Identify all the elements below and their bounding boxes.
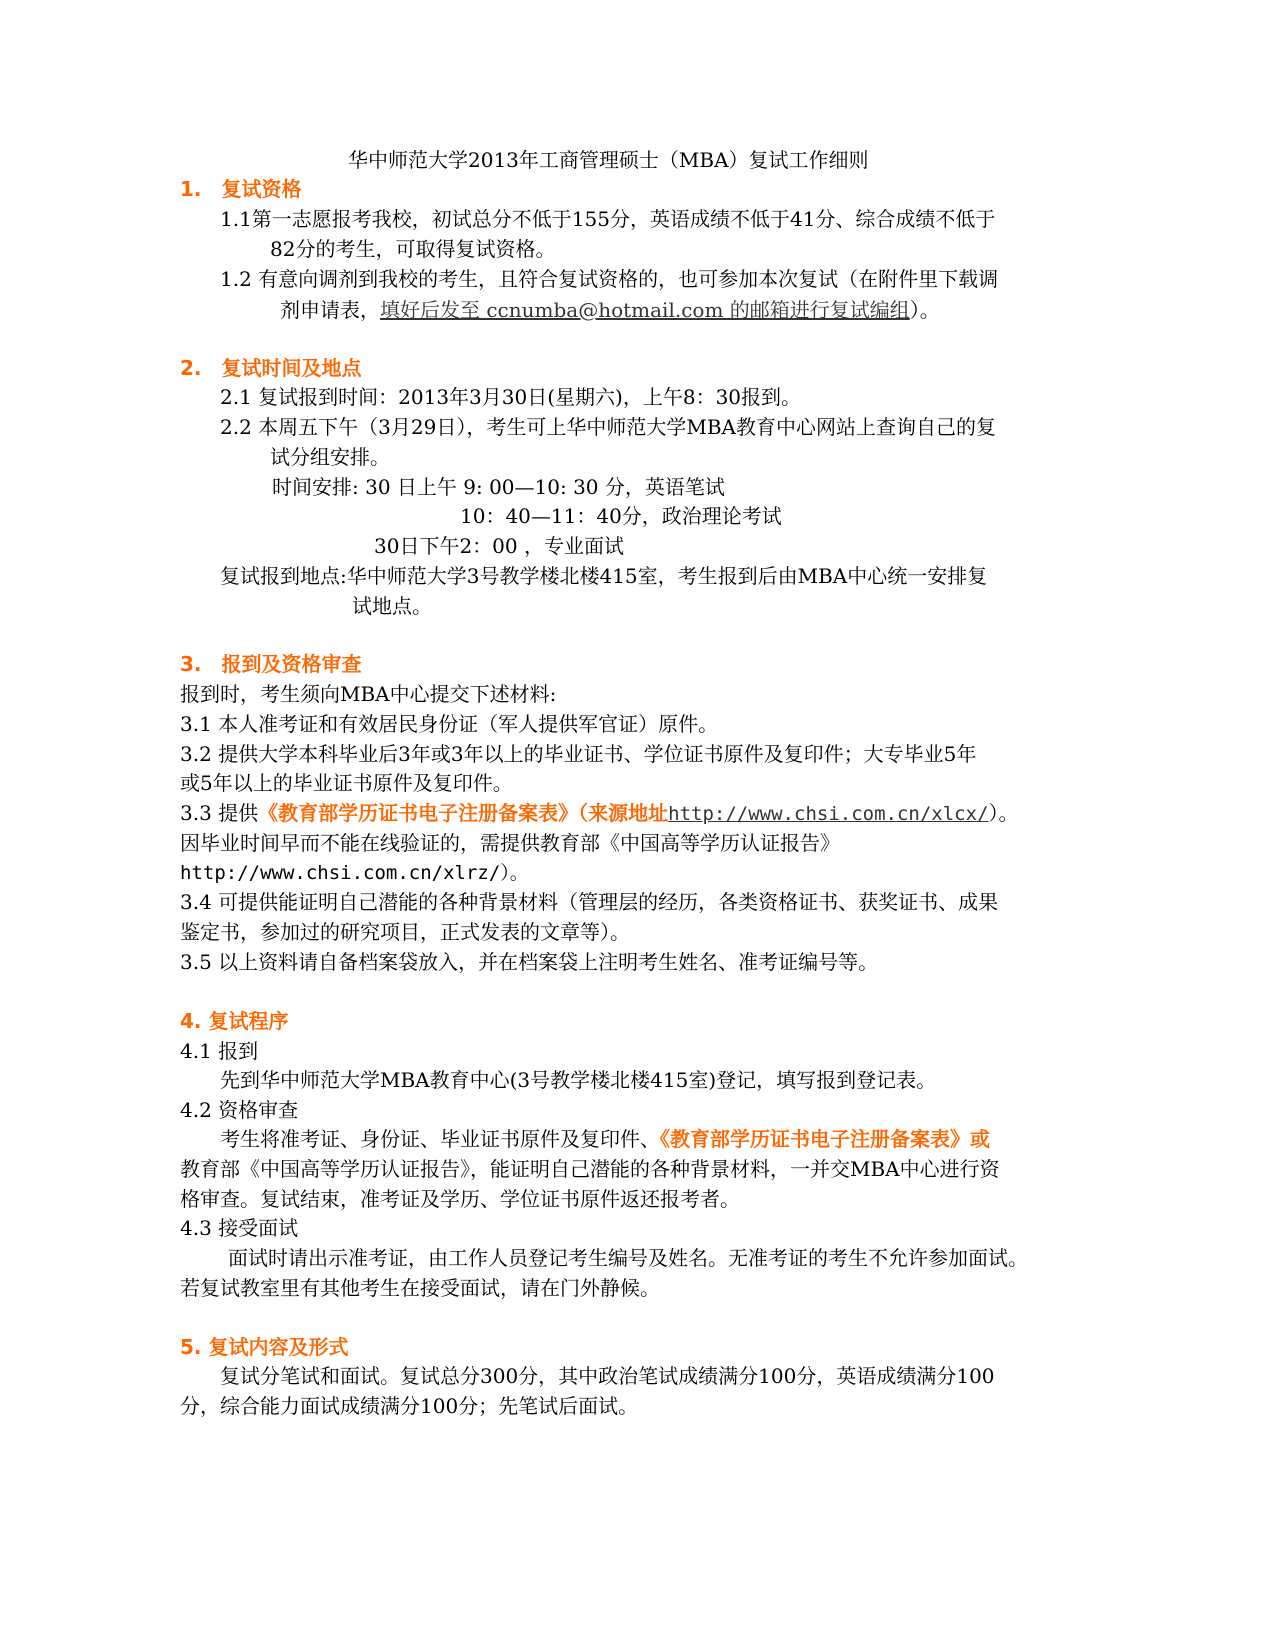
item-3-3-suffix: ）。 xyxy=(988,801,1019,825)
place-line-2: 试地点。 xyxy=(352,594,432,618)
item-5-line-1: 复试分笔试和面试。复试总分300分，其中政治笔试成绩满分100分，英语成绩满分100 xyxy=(220,1364,995,1388)
item-3-5: 3.5 以上资料请自备档案袋放入，并在档案袋上注明考生姓名、准考证编号等。 xyxy=(180,950,879,974)
item-1-2-text: 剂申请表， xyxy=(280,298,380,322)
item-4-2-line-1 xyxy=(220,1125,990,1153)
item-2-2-line-2: 试分组安排。 xyxy=(270,445,390,469)
item-3-4-line-1: 3.4 可提供能证明自己潜能的各种背景材料（管理层的经历，各类资格证书、获奖证书、成果 xyxy=(180,890,999,914)
item-3-1: 3.1 本人准考证和有效居民身份证（军人提供军官证）原件。 xyxy=(180,712,719,736)
item-2-1: 2.1 复试报到时间：2013年3月30日(星期六)，上午8：30报到。 xyxy=(220,385,802,409)
schedule-line-2: 10：40—11：40分，政治理论考试 xyxy=(460,504,782,528)
item-2-2-line-1: 2.2 本周五下午（3月29日），考生可上华中师范大学MBA教育中心网站上查询自己的复 xyxy=(220,415,996,439)
schedule-line-1: 时间安排: 30 日上午 9: 00—10: 30 分，英语笔试 xyxy=(272,475,725,499)
item-4-1-heading: 4.1 报到 xyxy=(180,1039,259,1063)
chsi-xlcx-link[interactable]: http://www.chsi.com.cn/xlcx/ xyxy=(668,803,989,825)
item-4-3-line-2: 若复试教室里有其他考生在接受面试，请在门外静候。 xyxy=(180,1276,660,1300)
item-1-2-line-2 xyxy=(280,296,940,324)
section-3-intro: 报到时，考生须向MBA中心提交下述材料: xyxy=(180,682,557,706)
schedule-line-3: 30日下午2：00 ，专业面试 xyxy=(374,534,624,558)
item-4-1-text: 先到华中师范大学MBA教育中心(3号教学楼北楼415室)登记，填写报到登记表。 xyxy=(220,1068,937,1092)
item-4-2-line-3: 格审查。复试结束，准考证及学历、学位证书原件返还报考者。 xyxy=(180,1187,740,1211)
chsi-xlrz-link[interactable]: http://www.chsi.com.cn/xlrz/）。 xyxy=(180,862,529,884)
item-1-1-line-1: 1.1第一志愿报考我校，初试总分不低于155分，英语成绩不低于41分、综合成绩不低于 xyxy=(220,207,996,231)
item-1-2-line-1: 1.2 有意向调剂到我校的考生，且符合复试资格的，也可参加本次复试（在附件里下载调 xyxy=(220,267,999,291)
item-1-1-line-2: 82分的考生，可取得复试资格。 xyxy=(270,237,556,261)
item-4-2-text: 考生将准考证、身份证、毕业证书原件及复印件、 xyxy=(220,1127,660,1151)
item-3-3-line-2: 因毕业时间早而不能在线验证的，需提供教育部《中国高等学历认证报告》 xyxy=(180,831,840,855)
record-form-title: 《教育部学历证书电子注册备案表》（来源地址 xyxy=(258,801,669,825)
item-4-2-heading: 4.2 资格审查 xyxy=(180,1098,299,1122)
section-2-heading: 2. 复试时间及地点 xyxy=(180,356,362,380)
item-4-2-highlight: 《教育部学历证书电子注册备案表》或 xyxy=(660,1127,990,1151)
item-1-2-tail: ）。 xyxy=(909,298,940,322)
item-3-4-line-2: 鉴定书，参加过的研究项目，正式发表的文章等）。 xyxy=(180,920,630,944)
item-5-line-2: 分，综合能力面试成绩满分100分；先笔试后面试。 xyxy=(180,1394,639,1418)
item-3-3-line-1 xyxy=(180,799,1018,828)
email-link[interactable]: 填好后发至 ccnumba@hotmail.com 的邮箱进行复试编组 xyxy=(380,298,910,322)
item-3-3-prefix: 3.3 提供 xyxy=(180,801,259,825)
document-title: 华中师范大学2013年工商管理硕士（MBA）复试工作细则 xyxy=(348,148,869,172)
item-4-3-line-1: 面试时请出示准考证，由工作人员登记考生编号及姓名。无准考证的考生不允许参加面试。 xyxy=(228,1246,1028,1270)
item-3-2-line-1: 3.2 提供大学本科毕业后3年或3年以上的毕业证书、学位证书原件及复印件；大专毕业5年 xyxy=(180,742,977,766)
item-3-2-line-2: 或5年以上的毕业证书原件及复印件。 xyxy=(180,771,513,795)
section-1-heading: 1. 复试资格 xyxy=(180,177,302,201)
section-5-heading: 5. 复试内容及形式 xyxy=(180,1335,349,1359)
section-3-heading: 3. 报到及资格审查 xyxy=(180,652,362,676)
place-line-1: 复试报到地点:华中师范大学3号教学楼北楼415室，考生报到后由MBA中心统一安排复 xyxy=(220,564,988,588)
section-4-heading: 4. 复试程序 xyxy=(180,1009,289,1033)
item-4-3-heading: 4.3 接受面试 xyxy=(180,1216,299,1240)
item-4-2-line-2: 教育部《中国高等学历认证报告》，能证明自己潜能的各种背景材料，一并交MBA中心进行资 xyxy=(180,1157,1000,1181)
